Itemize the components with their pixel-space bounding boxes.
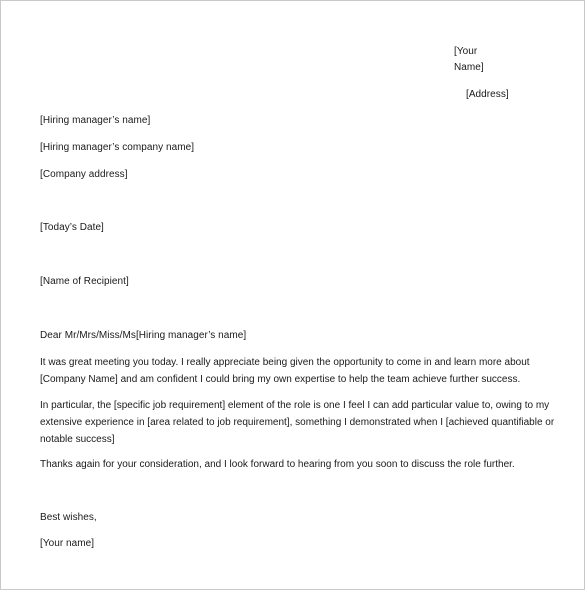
signature: [Your name]: [40, 538, 95, 549]
hiring-manager-company: [Hiring manager’s company name]: [40, 142, 195, 153]
closing: Best wishes,: [40, 512, 97, 523]
sender-name-line-2: Name]: [454, 62, 484, 73]
paragraph-line: [Company Name] and am confident I could bring my own expertise to help the team achieve further success.: [40, 374, 521, 385]
body-paragraph-2: [40, 397, 570, 448]
letter-date: [Today’s Date]: [40, 222, 104, 233]
hiring-manager-name: [Hiring manager’s name]: [40, 115, 151, 126]
sender-address: [Address]: [466, 89, 509, 100]
recipient-name: [Name of Recipient]: [40, 276, 129, 287]
company-address: [Company address]: [40, 169, 128, 180]
body-paragraph-1: [40, 354, 570, 388]
salutation: Dear Mr/Mrs/Miss/Ms[Hiring manager’s name]: [40, 330, 247, 341]
paragraph-line: notable success]: [40, 434, 115, 445]
paragraph-line: extensive experience in [area related to job requirement], something I demonstrated when I [achieved quantifiable or: [40, 417, 555, 428]
paragraph-line: In particular, the [specific job requirement] element of the role is one I feel I can add particular value to, owing to my: [40, 400, 550, 411]
paragraph-line: It was great meeting you today. I really appreciate being given the opportunity to come in and learn more about: [40, 357, 530, 368]
body-paragraph-3: [40, 456, 570, 473]
sender-name-line-1: [Your: [454, 46, 478, 57]
paragraph-line: Thanks again for your consideration, and I look forward to hearing from you soon to discuss the role further.: [40, 459, 515, 470]
